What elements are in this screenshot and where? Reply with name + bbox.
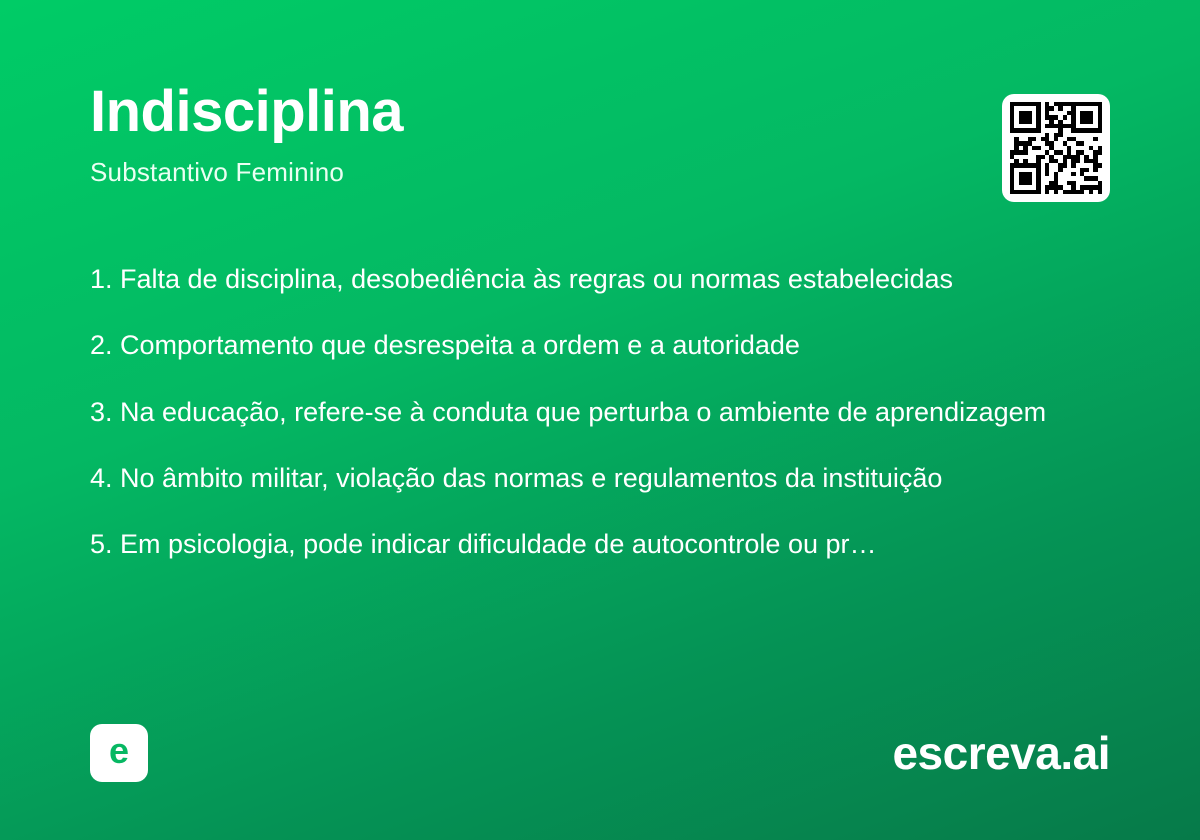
card-header	[90, 60, 1110, 202]
qr-code-icon[interactable]	[1002, 94, 1110, 202]
page-title: Indisciplina	[90, 79, 404, 144]
title-block	[90, 60, 403, 188]
logo-icon: e	[90, 724, 148, 782]
definition-item: 4. No âmbito militar, violação das normas e regulamentos da instituição	[90, 462, 943, 493]
card-footer	[90, 724, 1110, 800]
qr-code-matrix	[1010, 102, 1102, 194]
brand-name: escreva.ai	[892, 727, 1110, 779]
definition-item: 2. Comportamento que desrespeita a ordem e a autoridade	[90, 330, 800, 361]
definition-item: 5. Em psicologia, pode indicar dificuldade de autocontrole ou pr…	[90, 529, 877, 560]
definition-item: 1. Falta de disciplina, desobediência às regras ou normas estabelecidas	[90, 264, 954, 294]
definition-list	[90, 260, 1110, 724]
definition-item: 3. Na educação, refere-se à conduta que perturba o ambiente de aprendizagem	[90, 396, 1047, 427]
word-class-subtitle: Substantivo Feminino	[90, 156, 345, 187]
